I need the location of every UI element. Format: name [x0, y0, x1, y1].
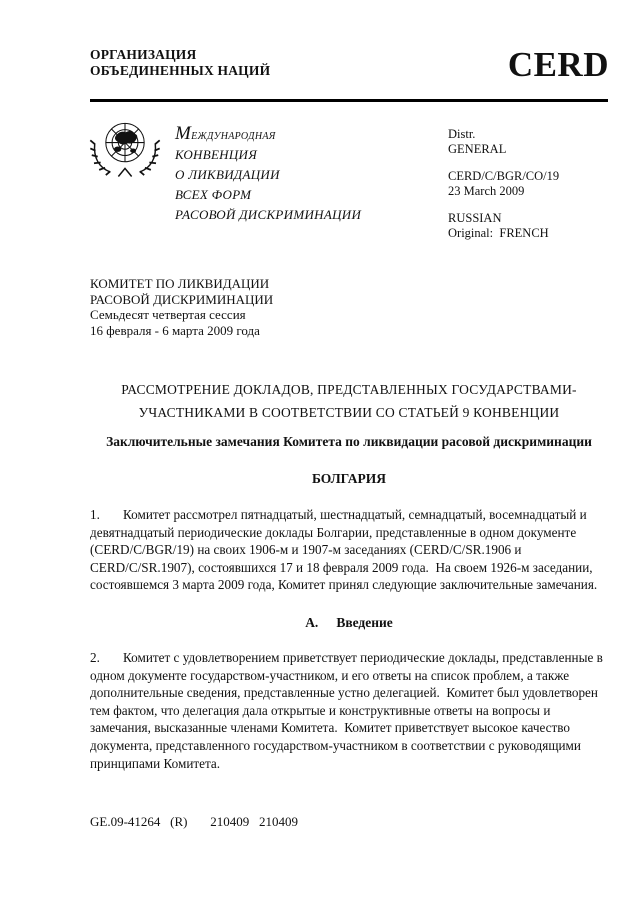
distribution-block: [448, 127, 559, 253]
paragraph-number: 1.: [90, 507, 100, 522]
convention-line: РАСОВОЙ ДИСКРИМИНАЦИИ: [175, 207, 362, 222]
header-divider: [90, 99, 608, 102]
org-line-2: ОБЪЕДИНЕННЫХ НАЦИЙ: [90, 63, 271, 78]
document-date: 23 March 2009: [448, 183, 525, 198]
convention-line: ВСЕХ ФОРМ: [175, 187, 252, 202]
section-title: Введение: [336, 615, 393, 630]
convention-title: [175, 124, 361, 225]
document-subtitle: Заключительные замечания Комитета по ликвидации расовой дискриминации: [106, 434, 592, 449]
distr-type: GENERAL: [448, 141, 507, 156]
document-footer-reference: GE.09-41264 (R) 210409 210409: [90, 814, 298, 829]
un-emblem-icon: [88, 116, 162, 178]
document-language: RUSSIAN: [448, 211, 502, 225]
document-original-language: Original: FRENCH: [448, 225, 549, 240]
section-a-heading: [90, 615, 608, 631]
committee-block: [90, 276, 273, 339]
committee-name-line1: КОМИТЕТ ПО ЛИКВИДАЦИИ: [90, 276, 270, 291]
paragraph-1: [90, 506, 610, 594]
session-dates: 16 февраля - 6 марта 2009 года: [90, 323, 260, 339]
document-title: [90, 378, 608, 424]
country-name: БОЛГАРИЯ: [311, 471, 387, 486]
paragraph-text: Комитет с удовлетворением приветствует периодические доклады, представленные в одном документе государством-участником, и его ответы на список проблем, а также дополнительные сведения, представленные устно делегацией. Комитет был удовлетворен тем фактом, что делегация дала открытые и конструктивные ответы на вопросы и замечания, высказанные членами Комитета. Комитет приветствует высокое качество документа, представленного государством-участником в соответствии с руководящими принципами Комитета.: [90, 650, 607, 771]
committee-name-line2: РАСОВОЙ ДИСКРИМИНАЦИИ: [90, 291, 274, 307]
session-number: Семьдесят четвертая сессия: [90, 307, 246, 323]
convention-line: КОНВЕНЦИЯ: [175, 147, 258, 162]
distr-label: Distr.: [448, 127, 476, 141]
un-org-name: [90, 47, 270, 79]
title-line-1: РАССМОТРЕНИЕ ДОКЛАДОВ, ПРЕДСТАВЛЕННЫХ ГОСУДАРСТВАМИ-: [121, 382, 577, 397]
convention-line: Международная: [175, 123, 276, 144]
paragraph-number: 2.: [90, 650, 100, 665]
org-line-1: ОРГАНИЗАЦИЯ: [90, 47, 197, 62]
convention-line: О ЛИКВИДАЦИИ: [175, 167, 280, 182]
document-symbol: CERD/C/BGR/CO/19: [448, 169, 560, 183]
title-line-2: УЧАСТНИКАМИ В СООТВЕТСТВИИ СО СТАТЬЕЙ 9 КОНВЕНЦИИ: [138, 405, 560, 420]
paragraph-text: Комитет рассмотрел пятнадцатый, шестнадцатый, семнадцатый, восемнадцатый и девятнадцатый периодические доклады Болгарии, представленные в одном документе (CERD/C/BGR/19) на своих 1906-м и 1907-м заседаниях (CERD/C/SR.1906 и CERD/C/SR.1907), состоявшихся 17 и 18 февраля 2009 года. На своем 1926-м заседании, состоявшемся 3 марта 2009 года, Комитет принял следующие заключительные замечания.: [90, 507, 598, 593]
paragraph-2: [90, 649, 610, 772]
document-series-acronym: CERD: [507, 45, 609, 84]
section-label: A.: [305, 615, 319, 630]
